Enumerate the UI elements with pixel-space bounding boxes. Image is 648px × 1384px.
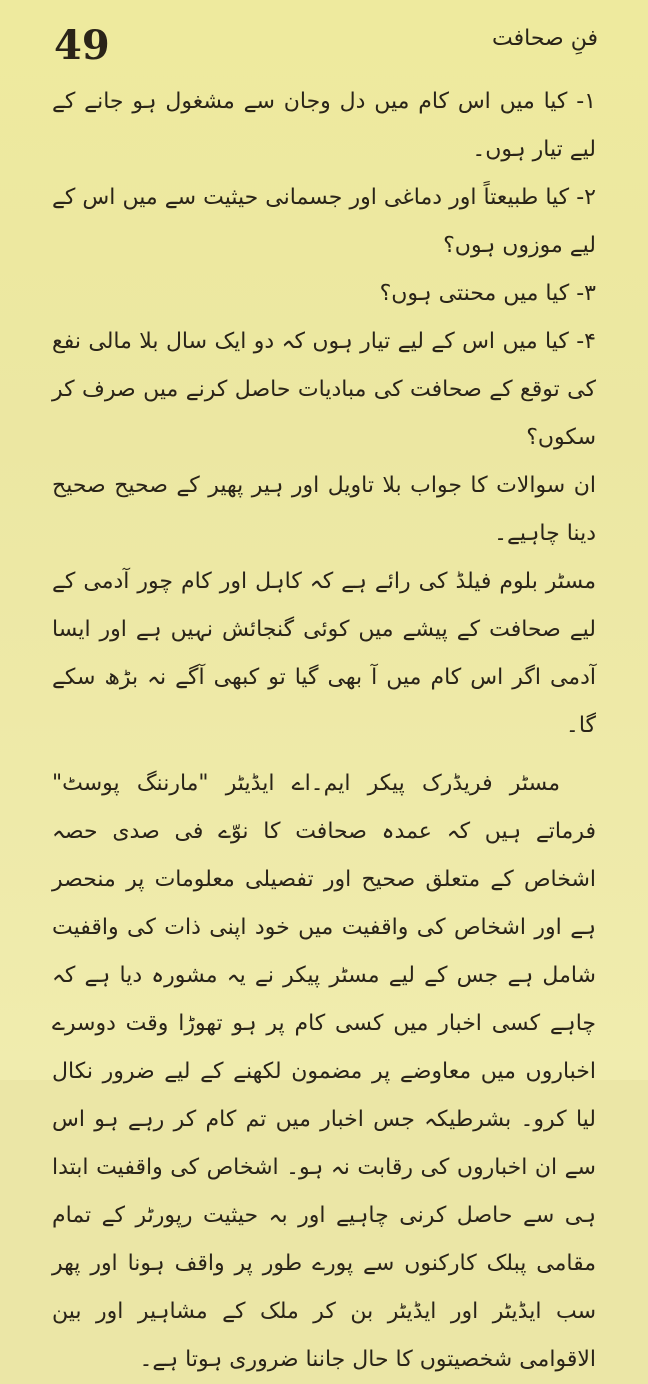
question-2: ۲- کیا طبیعتاً اور دماغی اور جسمانی حیثیت سے میں اس کے لیے موزوں ہوں؟ [52, 185, 596, 258]
page-body [52, 78, 596, 1384]
question-1: ۱- کیا میں اس کام میں دل وجان سے مشغول ہو جانے کے لیے تیار ہوں۔ [52, 89, 596, 162]
paragraph-packer: مسٹر فریڈرک پیکر ایم۔اے ایڈیٹر "مارننگ پوسٹ" فرماتے ہیں کہ عمدہ صحافت کا نوّے فی صدی حصہ اشخاص کے متعلق صحیح اور تفصیلی معلومات پر منحصر ہے اور اشخاص کی واقفیت میں خود اپنی ذات کی واقفیت شامل ہے جس کے لیے مسٹر پیکر نے یہ مشورہ دیا ہے کہ چاہے کسی اخبار میں کسی کام پر ہو تھوڑا وقت دوسرے اخباروں میں معاوضے پر مضمون لکھنے کے لیے ضرور نکال لیا کرو۔ بشرطیکہ جس اخبار میں تم کام کر رہے ہو اس سے ان اخباروں کی رقابت نہ ہو۔ اشخاص کی واقفیت ابتدا ہی سے حاصل کرنی چاہیے اور بہ حیثیت رپورٹر کے تمام مقامی پبلک کارکنوں سے پورے طور پر واقف ہونا اور پھر سب ایڈیٹر اور ایڈیٹر بن کر ملک کے مشاہیر اور بین الاقوامی شخصیتوں کا حال جاننا ضروری ہوتا ہے۔ [52, 771, 596, 1372]
question-4: ۴- کیا میں اس کے لیے تیار ہوں کہ دو ایک سال بلا مالی نفع کی توقع کے صحافت کی مبادیات حاصل کرنے میں صرف کر سکوں؟ [52, 329, 596, 450]
question-3: ۳- کیا میں محنتی ہوں؟ [379, 281, 596, 306]
page-number: 49 [54, 22, 110, 69]
running-title: فنِ صحافت [492, 26, 598, 51]
paragraph-answer-note: ان سوالات کا جواب بلا تاویل اور ہیر پھیر کے صحیح صحیح دینا چاہیے۔ [52, 473, 596, 546]
page-header [40, 18, 608, 68]
paragraph-bloomfield: مسٹر بلوم فیلڈ کی رائے ہے کہ کاہل اور کام چور آدمی کے لیے صحافت کے پیشے میں کوئی گنجائش نہیں ہے اور ایسا آدمی اگر اس کام میں آ بھی گیا تو کبھی آگے نہ بڑھ سکے گا۔ [52, 569, 596, 738]
